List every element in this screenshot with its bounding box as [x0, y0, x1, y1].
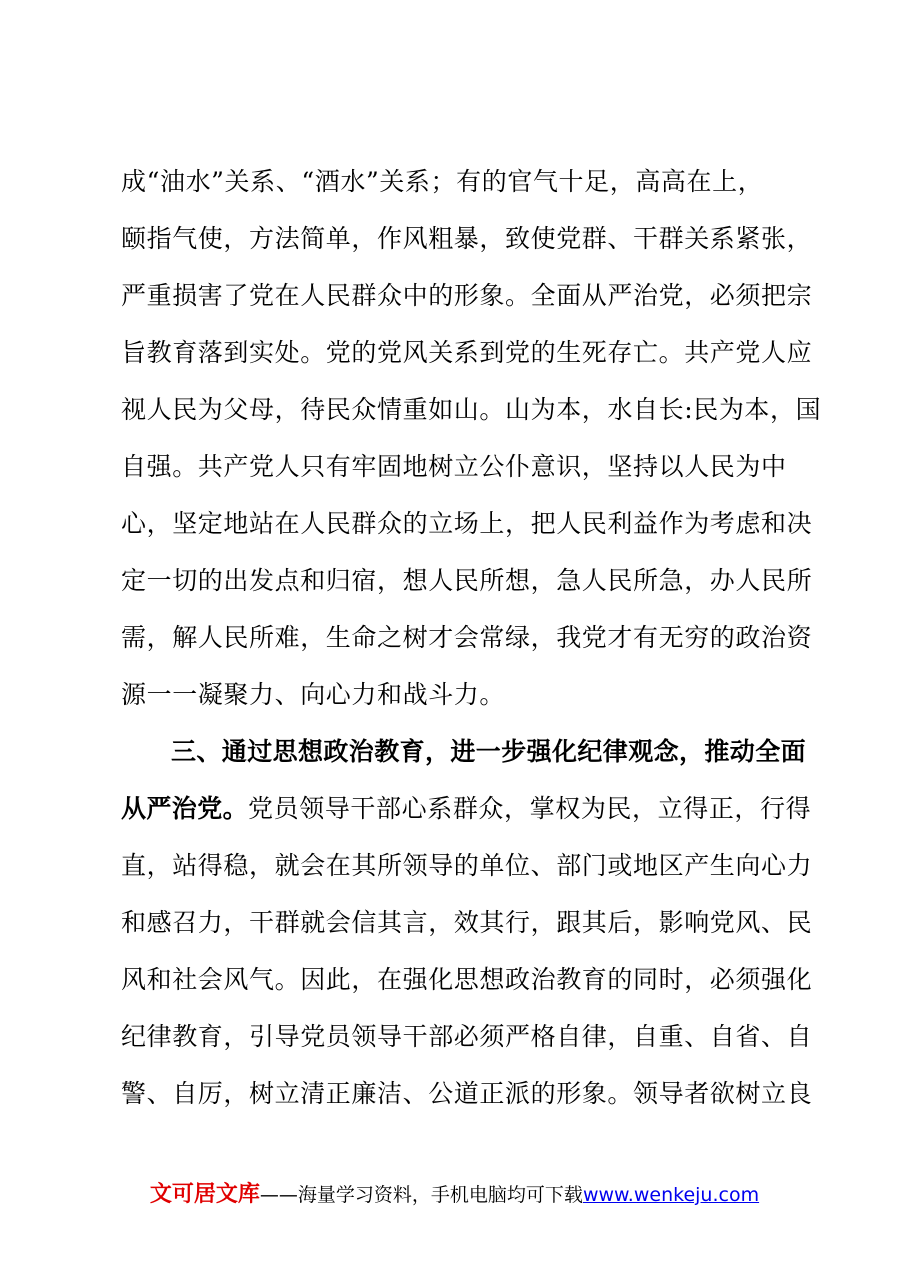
paragraph-line: 心，坚定地站在人民群众的立场上，把人民利益作为考虑和决 — [121, 509, 813, 538]
paragraph-line: 颐指气使，方法简单，作风粗暴，致使党群、干群关系紧张， — [121, 224, 813, 253]
paragraph-line: 和感召力，干群就会信其言，效其行，跟其后，影响党风、民 — [121, 908, 813, 937]
paragraph-line: 纪律教育，引导党员领导干部必须严格自律，自重、自省、自 — [121, 1022, 813, 1051]
footer-link[interactable]: www.wenkeju.com — [582, 1184, 760, 1206]
paragraph-line: 严重损害了党在人民群众中的形象。全面从严治党，必须把宗 — [121, 281, 813, 310]
paragraph-line: 需，解人民所难，生命之树才会常绿，我党才有无穷的政治资 — [121, 623, 813, 652]
paragraph-line: 直，站得稳，就会在其所领导的单位、部门或地区产生向心力 — [121, 851, 813, 880]
paragraph-text: 党员领导干部心系群众，掌权为民，立得正，行得 — [248, 794, 812, 823]
footer-banner — [0, 1182, 909, 1208]
footer-description: 海量学习资料，手机电脑均可下载 — [297, 1184, 583, 1206]
section-heading-end: 从严治党。 — [121, 794, 249, 823]
paragraph-line: 警、自厉，树立清正廉洁、公道正派的形象。领导者欲树立良 — [121, 1079, 813, 1108]
section-heading-continuation — [121, 793, 812, 825]
paragraph-line: 自强。共产党人只有牢固地树立公仆意识，坚持以人民为中 — [121, 452, 787, 481]
footer-brand: 文可居文库 — [149, 1182, 260, 1207]
paragraph-line: 旨教育落到实处。党的党风关系到党的生死存亡。共产党人应 — [121, 338, 813, 367]
paragraph-line: 源一一凝聚力、向心力和战斗力。 — [121, 680, 506, 709]
paragraph-line: 视人民为父母，待民众情重如山。山为本，水自长:民为本，国 — [121, 395, 822, 424]
section-heading: 三、通过思想政治教育，进一步强化纪律观念，推动全面 — [171, 737, 807, 766]
footer-dash: —— — [259, 1184, 298, 1206]
paragraph-line: 风和社会风气。因此，在强化思想政治教育的同时，必须强化 — [121, 965, 813, 994]
paragraph-line: 定一切的出发点和归宿，想人民所想，急人民所急，办人民所 — [121, 566, 813, 595]
paragraph-line: 成“油水”关系、“酒水”关系；有的官气十足，高高在上， — [121, 167, 764, 196]
